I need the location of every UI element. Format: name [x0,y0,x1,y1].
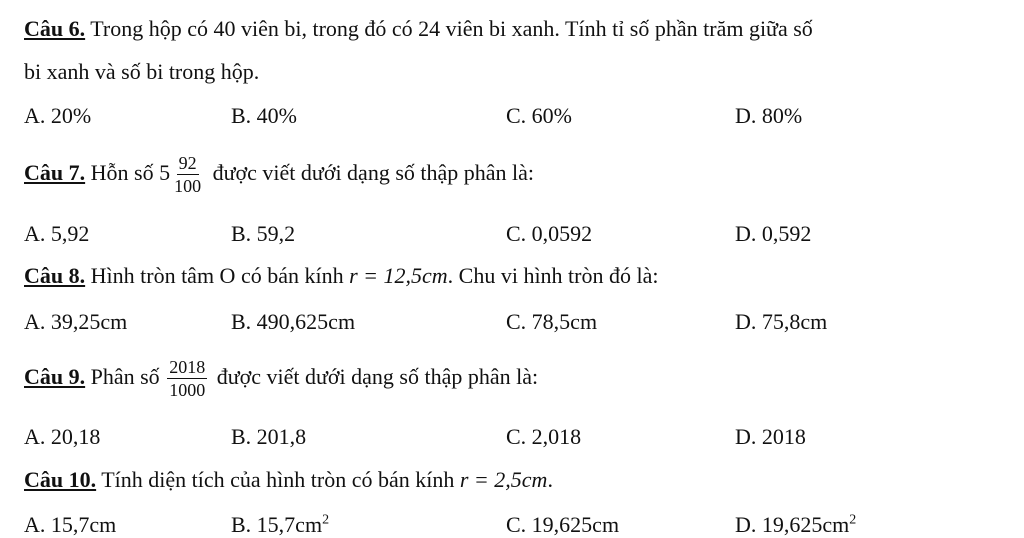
question-10-text-after: . [547,467,553,492]
question-9-label: Câu 9. [24,364,86,389]
q9-option-d[interactable]: D. 2018 [735,424,806,449]
q6-option-a[interactable]: A. 20% [24,103,92,128]
q6-option-c[interactable]: C. 60% [506,103,572,128]
q8-option-d[interactable]: D. 75,8cm [735,309,828,334]
q10-option-b-text: B. 15,7cm [231,512,323,537]
question-7-fraction [172,153,203,196]
q7-option-d[interactable]: D. 0,592 [735,221,812,246]
question-10-label: Câu 10. [24,467,97,492]
question-7-text-after: được viết dưới dạng số thập phân là: [207,160,535,185]
q10-option-b-superscript: 2 [322,512,330,528]
q10-option-d[interactable] [735,512,856,538]
question-9-fraction [167,357,207,400]
q9-option-c[interactable]: C. 2,018 [506,424,582,449]
question-6-line-1 [24,16,813,42]
question-8-label: Câu 8. [24,263,86,288]
question-8-text-after: . Chu vi hình tròn đó là: [447,263,659,288]
question-7-numerator: 92 [178,153,197,174]
question-9-line [24,354,538,400]
q10-option-c[interactable]: C. 19,625cm [506,512,620,537]
q8-option-b[interactable]: B. 490,625cm [231,309,356,334]
question-9-text-before: Phân số [85,364,166,389]
question-7-whole: 5 [159,160,171,185]
q10-option-d-text: D. 19,625cm [735,512,850,537]
q10-option-a[interactable]: A. 15,7cm [24,512,117,537]
question-6-label: Câu 6. [24,16,86,41]
question-7-label: Câu 7. [24,160,86,185]
q9-option-a[interactable]: A. 20,18 [24,424,101,449]
question-7-denominator: 100 [174,176,202,197]
q6-option-b[interactable]: B. 40% [231,103,297,128]
question-8-line [24,263,658,289]
question-9-denominator: 1000 [169,380,206,401]
question-10-text-before: Tính diện tích của hình tròn có bán kính [96,467,460,492]
q7-option-c[interactable]: C. 0,0592 [506,221,593,246]
question-10-line [24,467,553,493]
q8-option-c[interactable]: C. 78,5cm [506,309,598,334]
question-6-line-2: bi xanh và số bi trong hộp. [24,59,260,84]
q8-option-a[interactable]: A. 39,25cm [24,309,128,334]
question-9-numerator: 2018 [169,357,206,378]
question-8-math: r = 12,5cm [349,263,448,288]
q6-option-d[interactable]: D. 80% [735,103,803,128]
q10-option-d-superscript: 2 [849,512,857,528]
question-7-line [24,150,534,196]
q7-option-b[interactable]: B. 59,2 [231,221,296,246]
q7-option-a[interactable]: A. 5,92 [24,221,90,246]
question-7-text-before: Hỗn số [85,160,160,185]
question-10-math: r = 2,5cm [459,467,548,492]
question-6-text: Trong hộp có 40 viên bi, trong đó có 24 viên bi xanh. Tính tỉ số phần trăm giữa số [85,16,813,41]
q10-option-b[interactable] [231,512,329,538]
question-8-text-before: Hình tròn tâm O có bán kính [85,263,350,288]
q9-option-b[interactable]: B. 201,8 [231,424,307,449]
question-9-text-after: được viết dưới dạng số thập phân là: [211,364,539,389]
